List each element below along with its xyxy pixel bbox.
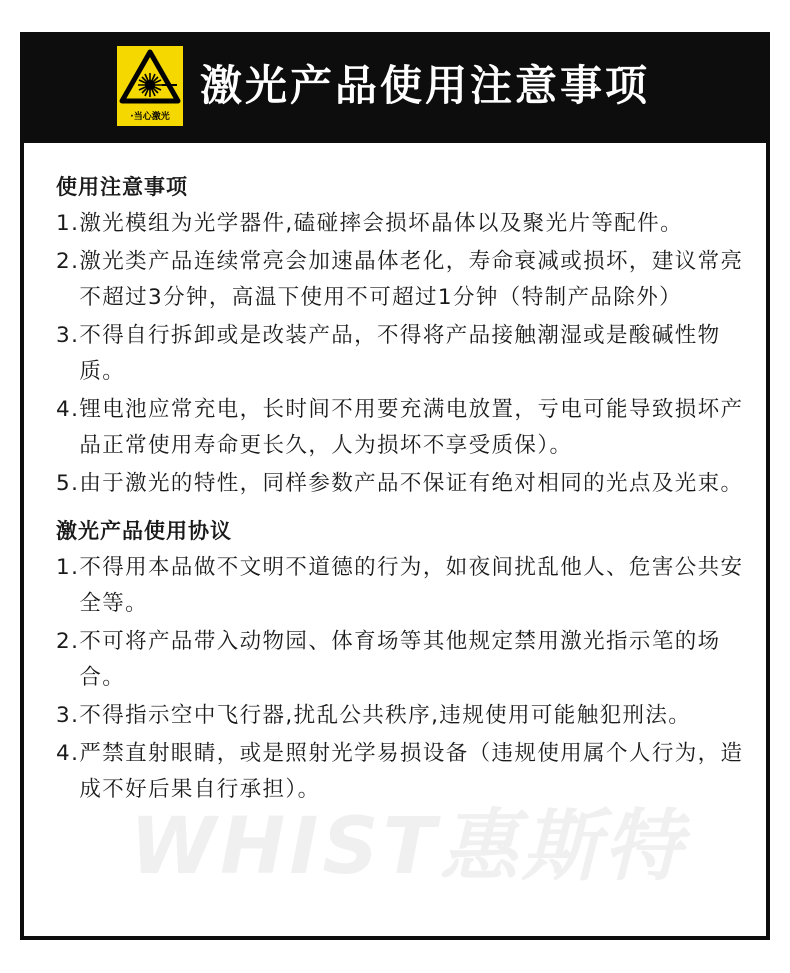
page-title: 激光产品使用注意事项 xyxy=(200,61,651,110)
content-area xyxy=(56,172,754,810)
section-title-usage: 使用注意事项 xyxy=(56,175,188,199)
item-number: 3. xyxy=(56,703,80,728)
item-number: 3. xyxy=(56,323,80,348)
agreement-list xyxy=(56,550,754,808)
header-bar xyxy=(24,36,766,143)
laser-warning-icon xyxy=(117,46,183,126)
item-text: 不可将产品带入动物园、体育场等其他规定禁用激光指示笔的场合。 xyxy=(79,629,721,690)
warning-label: ·当心激光 xyxy=(130,112,170,122)
list-item xyxy=(56,466,754,502)
item-text: 锂电池应常充电，长时间不用要充满电放置，亏电可能导致损坏产品正常使用寿命更长久，人为损坏不享受质保）。 xyxy=(79,397,744,458)
item-number: 4. xyxy=(56,397,80,422)
item-text: 由于激光的特性，同样参数产品不保证有绝对相同的光点及光束。 xyxy=(79,471,744,496)
item-text: 激光类产品连续常亮会加速晶体老化，寿命衰减或损坏，建议常亮不超过3分钟，高温下使用不可超过1分钟（特制产品除外） xyxy=(79,249,744,310)
item-text: 严禁直射眼睛，或是照射光学易损设备（违规使用属个人行为，造成不好后果自行承担）。 xyxy=(79,741,744,802)
list-item xyxy=(56,244,754,316)
item-text: 激光模组为光学器件,磕碰摔会损坏晶体以及聚光片等配件。 xyxy=(79,211,683,236)
item-text: 不得用本品做不文明不道德的行为，如夜间扰乱他人、危害公共安全等。 xyxy=(79,555,744,616)
section-title-agreement: 激光产品使用协议 xyxy=(56,519,232,543)
list-item xyxy=(56,736,754,808)
item-number: 1. xyxy=(56,211,80,236)
item-number: 2. xyxy=(56,249,80,274)
usage-list xyxy=(56,206,754,502)
list-item xyxy=(56,550,754,622)
item-number: 2. xyxy=(56,629,80,654)
list-item xyxy=(56,624,754,696)
list-item xyxy=(56,318,754,390)
item-text: 不得自行拆卸或是改装产品，不得将产品接触潮湿或是酸碱性物质。 xyxy=(79,323,721,384)
list-item xyxy=(56,206,754,242)
item-text: 不得指示空中飞行器,扰乱公共秩序,违规使用可能触犯刑法。 xyxy=(79,703,692,728)
item-number: 1. xyxy=(56,555,80,580)
item-number: 5. xyxy=(56,471,80,496)
list-item xyxy=(56,392,754,464)
notice-frame xyxy=(20,32,770,940)
list-item xyxy=(56,698,754,734)
item-number: 4. xyxy=(56,741,80,766)
